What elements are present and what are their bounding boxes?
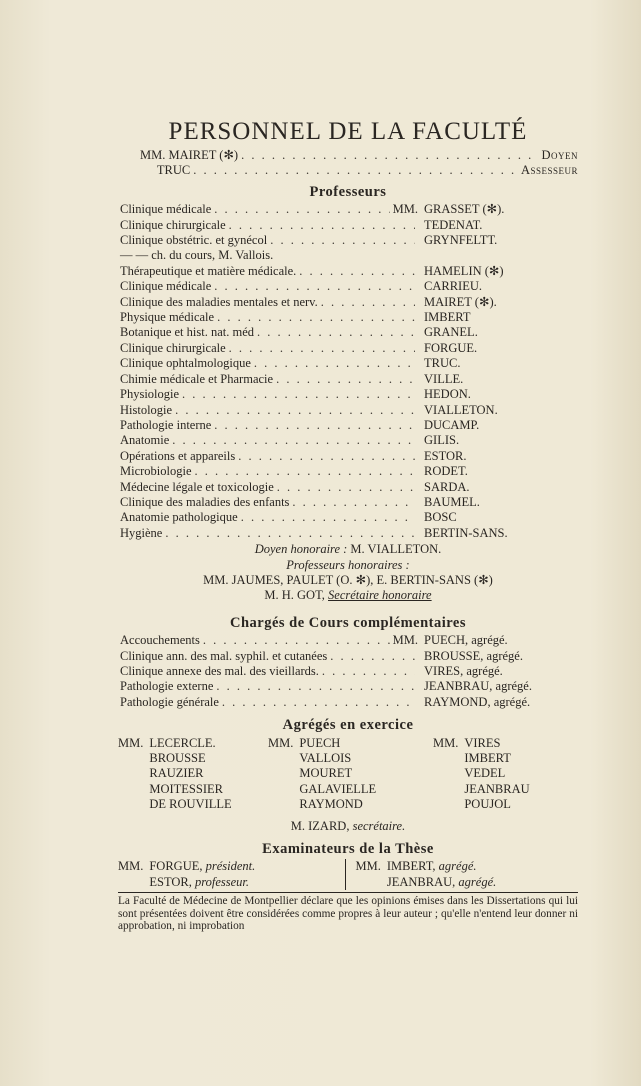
- mm-label: MM.: [392, 633, 418, 648]
- chair-label: Clinique médicale: [120, 202, 212, 217]
- agrege-name: GALAVIELLE: [299, 781, 377, 796]
- chair-row: [118, 510, 418, 525]
- charges-courses: [118, 633, 418, 710]
- chair-label: Chimie médicale et Pharmacie: [120, 371, 274, 386]
- chair-label: Médecine légale et toxicologie: [120, 479, 274, 494]
- examinateurs-left-list: [149, 859, 255, 890]
- doyen-honoraire-label: Doyen honoraire :: [254, 542, 348, 557]
- course-label: Accouchements: [120, 633, 200, 648]
- mm-label: MM.: [118, 735, 144, 750]
- leader-dots: [222, 695, 415, 710]
- mm-label: MM.: [268, 735, 294, 750]
- examinateurs-right-list: [387, 859, 496, 890]
- charges-names: [418, 633, 578, 710]
- secretaire: [118, 819, 578, 834]
- lecturer-name: BROUSSE, agrégé.: [424, 648, 523, 663]
- course-row: [118, 649, 418, 664]
- chair-row: [118, 202, 418, 217]
- professor-name: GRYNFELTT.: [424, 233, 498, 248]
- secretaire-title: secrétaire.: [352, 818, 406, 833]
- chair-label: Clinique des maladies des enfants: [120, 494, 290, 509]
- doyen-honoraire: [118, 542, 578, 557]
- chair-row: [118, 218, 418, 233]
- leader-dots: [214, 418, 415, 433]
- leader-dots: [276, 372, 415, 387]
- chair-label: Microbiologie: [120, 464, 192, 479]
- chair-row: [118, 464, 418, 479]
- course-label: Clinique annexe des mal. des vieillards.: [120, 664, 319, 678]
- leader-dots: [217, 310, 415, 325]
- agrege-name: BROUSSE: [149, 751, 206, 766]
- leader-dots: [229, 218, 415, 233]
- examinateur-name: ESTOR,: [149, 874, 192, 889]
- mm-label: MM.: [392, 202, 418, 217]
- course-row: [118, 633, 418, 648]
- professor-name: FORGUE.: [424, 340, 478, 355]
- chair-row: [118, 403, 418, 418]
- chair-row: [118, 387, 418, 402]
- secretaire-honoraire-title: Secrétaire honoraire: [328, 588, 432, 603]
- examinateur-name: IMBERT,: [386, 859, 436, 874]
- agreges-col-3-names: [464, 736, 529, 813]
- examinateur-entry: [149, 859, 255, 874]
- professor-name: [424, 248, 578, 263]
- professor-name: BERTIN-SANS.: [424, 525, 508, 540]
- agreges-col-3: [433, 736, 530, 813]
- course-label: Pathologie externe: [120, 679, 214, 694]
- agrege-name: MOURET: [299, 766, 353, 781]
- leader-dots: [241, 510, 415, 525]
- lecturer-name: RAYMOND, agrégé.: [424, 694, 531, 709]
- chair-row: [118, 418, 418, 433]
- leader-dots: [216, 679, 415, 694]
- leader-dots: [299, 264, 415, 279]
- chair-row: [118, 310, 418, 325]
- chair-row: [118, 264, 418, 279]
- professor-name: SARDA.: [424, 479, 470, 494]
- leader-dots: [254, 356, 415, 371]
- agrege-name: LECERCLE.: [149, 735, 216, 750]
- secretaire-honoraire: [118, 588, 578, 603]
- agrege-name: VALLOIS: [299, 751, 352, 766]
- professeurs-chairs: [118, 202, 418, 541]
- section-professeurs-heading: Professeurs: [309, 183, 387, 200]
- header-row-dean: [140, 148, 578, 163]
- section-examinateurs-heading: Examinateurs de la Thèse: [262, 841, 434, 858]
- chair-row: [118, 433, 418, 448]
- chair-label: Clinique des maladies mentales et nerv.: [120, 294, 318, 309]
- agrege-name: JEANBRAU: [464, 781, 530, 796]
- examinateur-name: FORGUE,: [149, 859, 203, 874]
- document-body: [118, 118, 578, 933]
- examinateur-name: JEANBRAU,: [386, 874, 456, 889]
- leader-dots: [277, 480, 415, 495]
- chair-row: [118, 526, 418, 541]
- agrege-name: VEDEL: [464, 766, 506, 781]
- examinateur-entry: [387, 875, 496, 890]
- leader-dots: [257, 325, 415, 340]
- professeurs-names: [418, 202, 578, 541]
- page-title: PERSONNEL DE LA FACULTÉ: [168, 118, 528, 145]
- professor-name: ESTOR.: [424, 448, 467, 463]
- chair-label: Physiologie: [120, 387, 180, 402]
- agrege-name: PUECH: [299, 735, 341, 750]
- dean-name: MAIRET (✻): [168, 148, 239, 162]
- professeurs-honoraires-names: MM. JAUMES, PAULET (O. ✻), E. BERTIN-SANS (✻): [203, 572, 493, 587]
- lecturer-name: PUECH, agrégé.: [424, 633, 508, 648]
- agrege-name: IMBERT: [464, 751, 511, 766]
- chair-label: Histologie: [120, 402, 173, 417]
- leader-dots: [165, 526, 415, 541]
- chair-label: Clinique médicale: [120, 279, 212, 294]
- professeurs-honoraires-label: Professeurs honoraires :: [286, 557, 410, 572]
- chair-row: [118, 248, 418, 263]
- course-label: Pathologie générale: [120, 694, 219, 709]
- leader-dots: [195, 464, 415, 479]
- chair-row: [118, 341, 418, 356]
- mm-label: MM.: [355, 859, 381, 874]
- professor-name: BOSC: [424, 510, 457, 525]
- leader-dots: [321, 295, 415, 310]
- leader-dots: [330, 649, 415, 664]
- chair-label: Anatomie: [120, 433, 170, 448]
- chair-row: [118, 233, 418, 248]
- examinateur-role: agrégé.: [458, 874, 497, 889]
- chair-label: Pathologie interne: [120, 417, 212, 432]
- leader-dots: [214, 279, 415, 294]
- header-prefix: MM.: [140, 148, 166, 162]
- agrege-name: DE ROUVILLE: [149, 797, 232, 812]
- examinateur-role: professeur.: [194, 874, 250, 889]
- examinateur-entry: [149, 875, 255, 890]
- course-row: [118, 664, 418, 679]
- mm-label: MM.: [118, 859, 144, 874]
- professor-name: RODET.: [424, 464, 468, 479]
- professor-name: CARRIEU.: [424, 279, 482, 294]
- chair-row: [118, 325, 418, 340]
- agreges-col-1: [118, 736, 268, 813]
- chair-label: Clinique ophtalmologique: [120, 356, 251, 371]
- course-row: [118, 679, 418, 694]
- charges-table: [118, 633, 578, 710]
- assessor-role: Assesseur: [520, 163, 578, 178]
- course-label: Clinique ann. des mal. syphil. et cutanées: [120, 648, 328, 663]
- chair-row: [118, 449, 418, 464]
- examinateur-role: agrégé.: [438, 859, 477, 874]
- chair-label: Opérations et appareils: [120, 448, 236, 463]
- chair-row: [118, 279, 418, 294]
- chair-row: [118, 480, 418, 495]
- leader-dots: [292, 495, 415, 510]
- leader-dots: [214, 202, 389, 217]
- chair-label: — — ch. du cours, M. Vallois.: [120, 248, 274, 263]
- section-charges-heading: Chargés de Cours complémentaires: [229, 614, 467, 631]
- agreges-col-2-names: [299, 736, 376, 813]
- examinateurs-table: [118, 859, 578, 890]
- chair-label: Clinique chirurgicale: [120, 340, 226, 355]
- leader-dots: [270, 233, 415, 248]
- professor-name: DUCAMP.: [424, 417, 480, 432]
- chair-label: Hygiène: [120, 525, 163, 540]
- leader-dots: [182, 387, 415, 402]
- header-row-assessor: [140, 163, 578, 178]
- examinateur-role: président.: [205, 859, 256, 874]
- professor-name: BAUMEL.: [424, 494, 480, 509]
- chair-row: [118, 356, 418, 371]
- examinateurs-left: [118, 859, 341, 890]
- professor-name: GRASSET (✻).: [424, 202, 505, 217]
- agreges-table: [118, 736, 578, 813]
- professor-name: VILLE.: [424, 371, 464, 386]
- examinateur-entry: [387, 859, 496, 874]
- secretaire-honoraire-name: M. H. GOT,: [264, 588, 325, 603]
- professor-name: HEDON.: [424, 387, 471, 402]
- lecturer-name: VIRES, agrégé.: [424, 664, 503, 678]
- leader-dots: [175, 403, 415, 418]
- assessor-name: TRUC: [156, 163, 191, 178]
- doyen-honoraire-name: M. VIALLETON.: [350, 542, 442, 557]
- chair-row: [118, 295, 418, 310]
- agreges-col-2: [268, 736, 433, 813]
- chair-label: Clinique obstétric. et gynécol: [120, 233, 268, 248]
- professor-name: MAIRET (✻).: [424, 294, 497, 309]
- professor-name: HAMELIN (✻): [424, 263, 504, 278]
- chair-label: Physique médicale: [120, 310, 215, 325]
- agrege-name: RAYMOND: [299, 797, 363, 812]
- chair-row: [118, 495, 418, 510]
- professor-name: IMBERT: [424, 310, 471, 325]
- leader-dots: [172, 433, 415, 448]
- professor-name: VIALLETON.: [424, 402, 498, 417]
- dean-role: Doyen: [541, 148, 578, 162]
- agrege-name: POUJOL: [464, 797, 511, 812]
- faculty-disclaimer: La Faculté de Médecine de Montpellier déclare que les opinions émises dans les Dissertations qui lui sont présentées doivent être considérées comme propres à leur auteur ; qu'elle n'entend leur donner ni approbation, ni improbation: [118, 895, 578, 933]
- agrege-name: RAUZIER: [149, 766, 204, 781]
- professor-name: GRANEL.: [424, 325, 478, 340]
- section-agreges-heading: Agrégés en exercice: [282, 717, 414, 734]
- mm-label: MM.: [433, 735, 459, 750]
- professor-name: TRUC.: [424, 356, 461, 371]
- chair-label: Anatomie pathologique: [120, 510, 238, 525]
- leader-dots: [229, 341, 415, 356]
- examinateurs-right: [345, 859, 579, 890]
- leader-dots: [203, 633, 390, 648]
- leader-dots: [193, 163, 518, 178]
- divider-rule: [118, 892, 578, 893]
- professeurs-table: [118, 202, 578, 541]
- leader-dots: [241, 148, 538, 163]
- leader-dots: [322, 664, 415, 679]
- lecturer-name: JEANBRAU, agrégé.: [424, 679, 532, 694]
- chair-label: Thérapeutique et matière médicale.: [120, 263, 297, 278]
- course-row: [118, 695, 418, 710]
- agrege-name: MOITESSIER: [149, 781, 223, 796]
- professor-name: TEDENAT.: [424, 217, 483, 232]
- agrege-name: VIRES: [464, 735, 501, 750]
- chair-label: Botanique et hist. nat. méd: [120, 325, 255, 340]
- professor-name: GILIS.: [424, 433, 460, 448]
- chair-row: [118, 372, 418, 387]
- agreges-col-1-names: [149, 736, 231, 813]
- leader-dots: [238, 449, 415, 464]
- secretaire-name: M. IZARD,: [290, 818, 350, 833]
- chair-label: Clinique chirurgicale: [120, 217, 226, 232]
